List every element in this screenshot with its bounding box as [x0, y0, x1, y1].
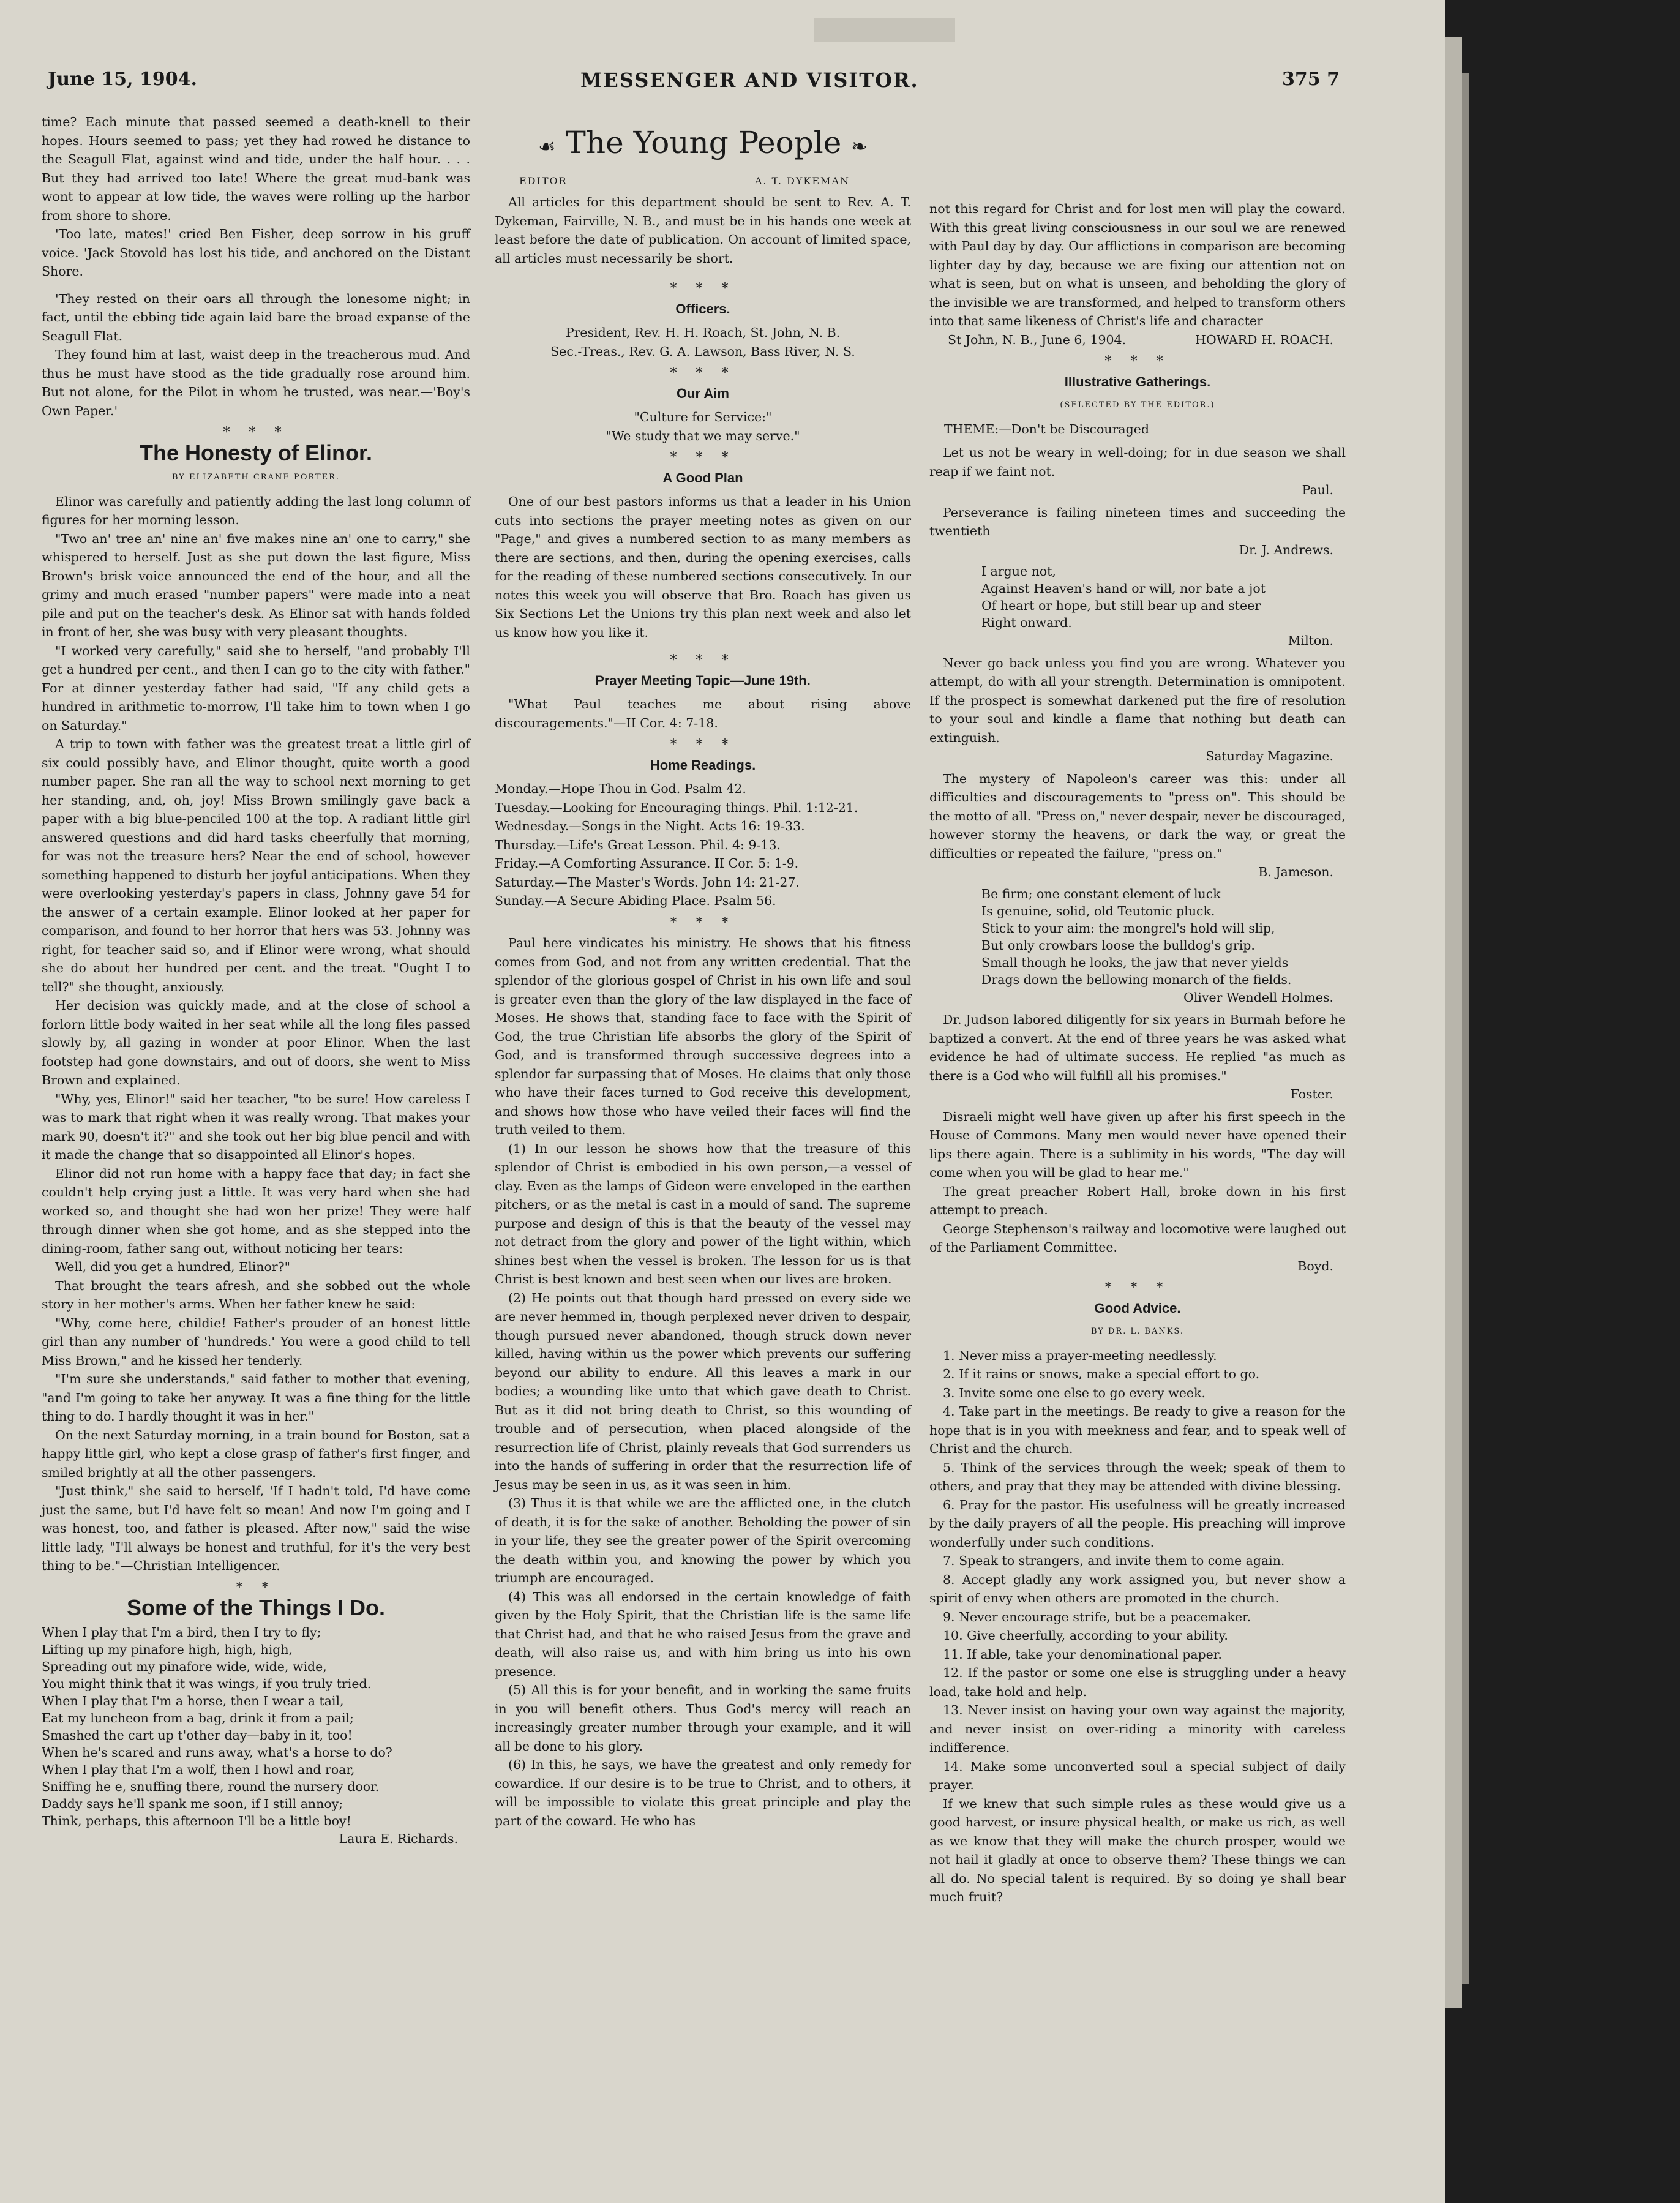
editor-label: EDITOR [519, 175, 568, 187]
verse [929, 563, 1346, 631]
author-name: HOWARD H. ROACH. [1195, 332, 1333, 347]
advice-title: Good Advice. [1094, 1300, 1181, 1316]
quote-author: Oliver Wendell Holmes. [1183, 989, 1333, 1005]
poem-line: Spreading out my pinafore wide, wide, wide, [42, 1659, 327, 1674]
star-separator: * * * [1104, 354, 1171, 369]
advice-item: 11. If able, take your denominational paper. [943, 1646, 1222, 1662]
honesty-article [42, 492, 470, 1575]
reading-item: Thursday.—Life's Great Lesson. Phil. 4: 9-13. [495, 837, 781, 852]
gatherings-subtitle: (SELECTED BY THE EDITOR.) [1060, 400, 1215, 410]
reading-item: Sunday.—A Secure Abiding Place. Psalm 56. [495, 893, 776, 908]
reading-item: Tuesday.—Looking for Encouraging things. Phil. 1:12-21. [495, 800, 858, 815]
poem-title: Some of the Things I Do. [127, 1595, 385, 1620]
paragraph: (6) In this, he says, we have the greatest and only remedy for cowardice. If our desire is to be true to Christ, and to others, it will be impossible to violate this great principle and play the part of the coward. He who has [495, 1757, 911, 1828]
readings-title: Home Readings. [650, 757, 756, 773]
advice-item: 13. Never insist on having your own way against the majority, and never insist on over-riding a minority with careless indifference. [929, 1703, 1346, 1755]
verse-line: Stick to your aim: the mongrel's hold will slip, [981, 920, 1275, 936]
poem-line: When I play that I'm a wolf, then I howl and roar, [42, 1762, 355, 1777]
poem-line: You might think that it was wings, if you truly tried. [42, 1676, 372, 1691]
page-edge [1445, 37, 1462, 2008]
poem-line: When he's scared and runs away, what's a horse to do? [42, 1744, 392, 1760]
paragraph: A trip to town with father was the greatest treat a little girl of six could possibly have, and Elinor thought, quite worth a good number paper. She ran all the way to school next morning to get her standing, and, oh, joy! Miss Brown smilingly gave back a paper with a big blue-penciled 100 at the top. A radiant little girl answered questions and did hard tasks cheerfully that morning, for was not the treasure hers? Near the end of school, however something happened to disturb her joyful anticipations. When they were overlooking yesterday's papers in class, Johnny gave 54 for the answer of a certain example. Elinor looked at her paper for comparison, and found to her horror that hers was 53. Johnny was right, for teacher said so, and if Elinor were wrong, what should she do about her hundred per cent. and the treat. "Ought I to tell?" she thought, anxiously. [42, 737, 470, 994]
advice-item: 10. Give cheerfully, according to your ability. [943, 1628, 1228, 1643]
paragraph: not this regard for Christ and for lost men will play the coward. With this great living consciousness in our soul we are renewed with Paul day by day. Our afflictions in comparison are becoming lighter day by day, because we are fixing our attention not on what is seen, but on what is unseen, and beholding the glory of the invisible we are transformed, and helped to transform others into that same likeness of Christ's life and character [929, 201, 1346, 328]
poem-author: Laura E. Richards. [339, 1831, 458, 1846]
poem-line: When I play that I'm a horse, then I wear a tail, [42, 1693, 344, 1708]
quote: George Stephenson's railway and locomotive were laughed out of the Parliament Committee. [929, 1221, 1346, 1255]
page-edge-shadow [1462, 73, 1469, 1984]
editor-line [495, 172, 911, 191]
theme-line: THEME:—Don't be Discouraged [944, 421, 1149, 437]
verse-line: Against Heaven's hand or will, nor bate a jot [981, 581, 1266, 596]
poem-line: Think, perhaps, this afternoon I'll be a little boy! [42, 1813, 351, 1828]
poem [42, 1624, 470, 1830]
star-separator: * * * [670, 450, 736, 465]
verse-line: I argue not, [981, 564, 1056, 579]
advice-list [929, 1346, 1346, 1795]
poem-line: Smashed the cart up t'other day—baby in it, too! [42, 1727, 353, 1743]
paragraph: "Why, come here, childie! Father's prouder of an honest little girl than any number of 'hundreds.' You were a good child to tell Miss Brown," and he kissed her tenderly. [42, 1315, 470, 1368]
reading-item: Monday.—Hope Thou in God. Psalm 42. [495, 781, 746, 796]
advice-item: 3. Invite some one else to go every week. [943, 1385, 1206, 1400]
story-end [42, 113, 470, 420]
paragraph: "Why, yes, Elinor!" said her teacher, "to be sure! How careless I was to mark that right when it was really wrong. That makes your mark 90, doesn't it?" and she took out her big blue pencil and with it made the change that so disappointed all Elinor's hopes. [42, 1091, 470, 1162]
paragraph: 'They rested on their oars all through the lonesome night; in fact, until the ebbing tide again laid bare the broad expanse of the Seagull Flat. [42, 291, 470, 343]
advice-item: 4. Take part in the meetings. Be ready to give a reason for the hope that is in you with meekness and fear, and to speak well of Christ and the church. [929, 1404, 1346, 1456]
quote: Disraeli might well have given up after his first speech in the House of Commons. Many men would never have opened their lips there again. There is a sublimity in his words, "The day will come when you will be glad to hear me." [929, 1109, 1346, 1180]
verse-line: Right onward. [981, 615, 1072, 630]
quote: Let us not be weary in well-doing; for in due season we shall reap if we faint not. [929, 445, 1346, 479]
quote-author: Saturday Magazine. [1206, 749, 1333, 764]
paragraph: Elinor did not run home with a happy face that day; in fact she couldn't help crying just a little. It was very hard when she had worked so, and thought she had won her prize! They were half through dinner when she got home, and as she stepped into the dining-room, father sang out, without noticing her tears: [42, 1166, 470, 1256]
verse [929, 885, 1346, 988]
paragraph: (3) Thus it is that while we are the afflicted one, in the clutch of death, it is for the sake of another. Beholding the power of sin in your life, they see the greater power of the Spirit overcoming the death within you, and knowing the power by which you triumph are encouraged. [495, 1496, 911, 1585]
advice-item: 14. Make some unconverted soul a special subject of daily prayer. [929, 1758, 1346, 1792]
place-date: St John, N. B., June 6, 1904. [948, 332, 1127, 347]
quote-author: Foster. [1290, 1087, 1333, 1102]
advice-item: 8. Accept gladly any work assigned you, but never show a spirit of envy when others are promoted in the church. [929, 1572, 1346, 1605]
paragraph: That brought the tears afresh, and she sobbed out the whole story in her mother's arms. When her father knew he said: [42, 1278, 470, 1312]
quote: Never go back unless you find you are wrong. Whatever you attempt, do with all your strength. Determination is omnipotent. If the prospect is somewhat darkened put the fire of resolution to your soul and kindle a flame that nothing but death can extinguish. [929, 655, 1346, 745]
section-title-text: The Young People [565, 125, 842, 160]
poem-line: Sniffing he e, snuffing there, round the nursery door. [42, 1779, 380, 1794]
topic-title: Prayer Meeting Topic—June 19th. [595, 672, 811, 688]
poem-line: Lifting up my pinafore high, high, high, [42, 1642, 293, 1657]
advice-item: 9. Never encourage strife, but be a peacemaker. [943, 1609, 1251, 1624]
section-intro: All articles for this department should be sent to Rev. A. T. Dykeman, Fairville, N. B., and must be in his hands one week at least before the date of publication. On account of limited space, all articles must necessarily be short. [495, 195, 911, 266]
star-separator: * * * [670, 653, 736, 668]
advice-item: 12. If the pastor or some one else is struggling under a heavy load, take hold and help. [929, 1665, 1346, 1699]
leaf-ornament-icon: ☙ [538, 135, 556, 158]
verse-line: Drags down the bellowing monarch of the fields. [981, 972, 1292, 987]
paragraph: (5) All this is for your benefit, and in working the same fruits in you will benefit others. Thus God's mercy will reach an increasingly greater number through your example, and it will all be done to his glory. [495, 1683, 911, 1754]
officer-line: Sec.-Treas., Rev. G. A. Lawson, Bass River, N. S. [550, 343, 855, 359]
paragraph: Elinor was carefully and patiently adding the last long column of figures for her morning lesson. [42, 494, 470, 527]
advice-item: 7. Speak to strangers, and invite them to come again. [943, 1553, 1285, 1568]
advice-item: 5. Think of the services through the week; speak of them to others, and pray that they may be attended with divine blessing. [929, 1460, 1346, 1493]
verse-line: Is genuine, solid, old Teutonic pluck. [981, 903, 1215, 918]
quote: The mystery of Napoleon's career was this: under all difficulties and discouragements to "press on". This should be the motto of all. "Press on," never despair, never be discouraged, however stormy the heavens, or dark the way, or great the difficulties or repeated the failure, "press on." [929, 771, 1346, 861]
quote-author: B. Jameson. [1258, 865, 1333, 879]
quote-author: Boyd. [1297, 1258, 1333, 1274]
quote-author: Milton. [1288, 633, 1333, 648]
signature-line [929, 331, 1346, 350]
paragraph: "I worked very carefully," said she to herself, "and probably I'll get a hundred per cent., and then I can go to the city with father." For at dinner yesterday father had said, "If any child gets a hundred in arithmetic to-morrow, I'll take him to town when I go on Saturday." [42, 643, 470, 733]
closing-paragraph: If we knew that such simple rules as these would give us a good harvest, or insure physical health, or make us rich, as well as we know that they will make the church prosper, would we not hail it gladly at once to observe them? These things we can all do. No special talent is required. By so doing ye shall bear much fruit? [929, 1796, 1346, 1904]
study-notes [495, 934, 911, 1830]
paragraph: time? Each minute that passed seemed a death-knell to their hopes. Hours seemed to pass; yet they had rowed he distance to the Seagull Flat, against wind and tide, under the half hour. . . . But they had arrived too late! Where the great mud-bank was wont to appear at low tide, the waves were rolling up the harbor from shore to shore. [42, 114, 470, 223]
paragraph: "Two an' tree an' nine an' five makes nine an' one to carry," she whispered to herself. Just as she put down the last figure, Miss Brown's brisk voice announced the end of the hour, and all the grimy and much erased "number papers" were made into a neat pile and put on the teacher's desk. As Elinor sat with hands folded in front of her, she was busy with very pleasant thoughts. [42, 531, 470, 639]
issue-date: June 15, 1904. [48, 69, 197, 90]
reading-item: Friday.—A Comforting Assurance. II Cor. 5: 1-9. [495, 856, 799, 871]
gatherings-title: Illustrative Gatherings. [1064, 373, 1211, 389]
quote-author: Dr. J. Andrews. [1239, 542, 1333, 557]
quote: The great preacher Robert Hall, broke down in his first attempt to preach. [929, 1184, 1346, 1217]
paragraph: (4) This was all endorsed in the certain knowledge of faith given by the Holy Spirit, that the Christian life is the same life that Christ had, and that he who raised Jesus from the grave and death, will also raise us, and with him bring us into his own presence. [495, 1589, 911, 1679]
advice-item: 6. Pray for the pastor. His usefulness will be greatly increased by the daily prayers of all the people. His preaching will improve wonderfully under such conditions. [929, 1497, 1346, 1550]
star-separator: * * * [670, 281, 736, 296]
paragraph: Her decision was quickly made, and at the close of school a forlorn little body waited in her seat while all the long files passed slowly by, all gazing in wonder at poor Elinor. When the last footstep had gone downstairs, and out of doors, she went to Miss Brown and explained. [42, 998, 470, 1087]
reading-item: Saturday.—The Master's Words. John 14: 21-27. [495, 874, 800, 890]
paragraph: (2) He points out that though hard pressed on every side we are never hemmed in, though perplexed never driven to despair, though pursued never abandoned, though struck down never killed, having within us the power which prevents our suffering beyond our ability to endure. All this leaves a mark in our bodies; a wounding like unto that which gave death to Christ. But as it did not bring death to Christ, so this wounding of trouble and of persecution, when placed alongside of the resurrection life of Christ, plainly reveals that God surrenders us into the hands of suffering in order that the resurrection life of Jesus may be seen in us, as it was seen in him. [495, 1290, 911, 1492]
readings-list [495, 779, 911, 910]
star-separator: * * * [223, 425, 289, 440]
editor-name: A. T. DYKEMAN [754, 175, 850, 187]
poem-line: Eat my luncheon from a bag, drink it from a pail; [42, 1710, 354, 1725]
aim-title: Our Aim [677, 385, 729, 401]
byline: BY ELIZABETH CRANE PORTER. [171, 473, 340, 482]
officers-title: Officers. [675, 301, 730, 317]
plan-title: A Good Plan [662, 470, 743, 486]
paragraph: "Just think," she said to herself, 'If I hadn't told, I'd have come just the same, but I'd have felt so mean! And now I'm going and I was honest, too, and father is pleased. After now," said the wise little lady, "I'll always be honest and truthful, for it's the very best thing to be."—Christian Intelligencer. [42, 1484, 470, 1573]
paragraph: (1) In our lesson he shows how that the treasure of this splendor of Christ is embodied in his own person,—a vessel of clay. Even as the lamps of Gideon were enveloped in the earthen pitchers, or as the metal is cast in a mould of sand. The supreme purpose and design of this is that the beauty of the vessel may not detract from the glory and power of the light within, which shines best when the vessel is broken. The lesson for us is that Christ is best known and best seen when our lives are broken. [495, 1141, 911, 1286]
paragraph: On the next Saturday morning, in a train bound for Boston, sat a happy little girl, who kept a close grasp of father's first finger, and smiled brightly at all the other passengers. [42, 1427, 470, 1480]
officer-line: President, Rev. H. H. Roach, St. John, N. B. [565, 325, 841, 340]
masthead-title: MESSENGER AND VISITOR. [580, 69, 919, 92]
paragraph: "I'm sure she understands," said father to mother that evening, "and I'm going to take her anyway. It was a fine thing for the little thing to do. I hardly thought it was in her." [42, 1372, 470, 1424]
page-number: 375 7 [1282, 69, 1340, 90]
star-separator: * * [236, 1580, 276, 1596]
reading-item: Wednesday.—Songs in the Night. Acts 16: 19-33. [495, 819, 805, 833]
quote: Perseverance is failing nineteen times and succeeding the twentieth [929, 505, 1346, 538]
verse-line: Small though he looks, the jaw that never yields [981, 955, 1289, 970]
star-separator: * * * [670, 915, 736, 931]
topic-text: "What Paul teaches me about rising above discouragements."—II Cor. 4: 7-18. [495, 697, 911, 730]
star-separator: * * * [1104, 1280, 1171, 1296]
paragraph: They found him at last, waist deep in the treacherous mud. And thus he must have stood as the tide gradually rose around him. But not alone, for the Pilot in whom he trusted, was near.—'Boy's Own Paper.' [42, 347, 470, 418]
quote-author: Paul. [1302, 482, 1333, 497]
leaf-ornament-icon: ❧ [851, 135, 868, 158]
advice-byline: BY DR. L. BANKS. [1090, 1327, 1184, 1336]
library-stamp [814, 18, 955, 42]
page-header [48, 69, 1364, 105]
poem-line: When I play that I'm a bird, then I try to fly; [42, 1624, 321, 1640]
star-separator: * * * [670, 366, 736, 381]
paragraph: 'Too late, mates!' cried Ben Fisher, deep sorrow in his gruff voice. 'Jack Stovold has lost his tide, and anchored on the Distant Shore. [42, 227, 470, 279]
verse-line: But only crowbars loose the bulldog's grip. [981, 937, 1255, 953]
article-title: The Honesty of Elinor. [139, 440, 373, 465]
aim-line: "We study that we may serve." [606, 428, 800, 443]
verse-line: Of heart or hope, but still bear up and steer [981, 598, 1261, 613]
column-left [42, 113, 470, 1852]
column-middle [495, 113, 911, 1830]
star-separator: * * * [670, 737, 736, 752]
quote: Dr. Judson labored diligently for six years in Burmah before he baptized a convert. At the end of three years he was asked what evidence he had of ultimate success. He replied "as much as there is a God who will fulfill all his promises." [929, 1012, 1346, 1083]
paragraph: Paul here vindicates his ministry. He shows that his fitness comes from God, and not from any written credential. That the splendor of the glorious gospel of Christ in his own life and soul is greater even than the glory of the law displayed in the face of Moses. He shows that, standing face to face with the Spirit of God, the true Christian life absorbs the glory of the Spirit of God, and is transformed through successive degrees into a splendor far surpassing that of Moses. He claims that only those who have their faces turned to God receive this development, and shows how those who have veiled their faces will find the truth veiled to them. [495, 936, 911, 1137]
verse-line: Be firm; one constant element of luck [981, 886, 1221, 901]
aim-line: "Culture for Service:" [634, 410, 772, 424]
section-title [495, 125, 911, 160]
paragraph: Well, did you get a hundred, Elinor?" [55, 1259, 291, 1274]
poem-line: Daddy says he'll spank me soon, if I still annoy; [42, 1796, 343, 1811]
column-right [929, 200, 1346, 1907]
advice-item: 1. Never miss a prayer-meeting needlessly. [943, 1348, 1217, 1363]
plan-text: One of our best pastors informs us that a leader in his Union cuts into sections the prayer meeting notes as given on our "Page," and gives a numbered section to as many members as there are sections, and then, during the opening exercises, calls for the reading of these numbered sections consecutively. In our notes this week you will observe that Bro. Roach has given us Six Sections Let the Unions try this plan next week and also let us know how you like it. [495, 494, 911, 640]
advice-item: 2. If it rains or snows, make a special effort to go. [943, 1367, 1260, 1381]
